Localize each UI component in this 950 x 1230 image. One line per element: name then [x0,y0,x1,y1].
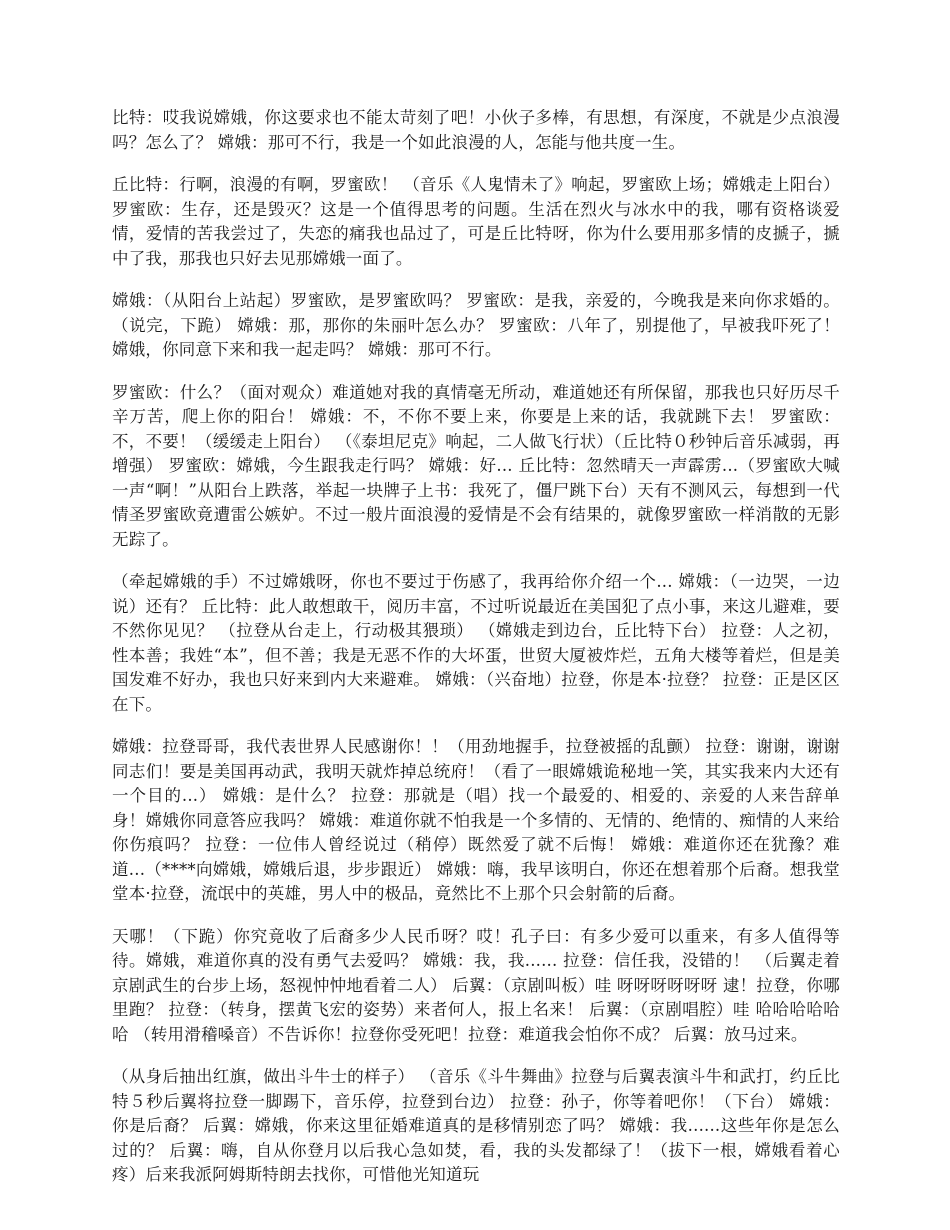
paragraph-5: （牵起嫦娥的手）不过嫦娥呀，你也不要过于伤感了，我再给你介绍一个... 嫦娥：（一边哭，一边说）还有？ 丘比特：此人敢想敢干，阅历丰富，不过听说最近在美国犯了点小事，来这儿避难，要不然你见见？ （拉登从台走上，行动极其猥琐） （嫦娥走到边台，丘比特下台） 拉登：人之初，性本善；我姓“本”，但不善；我是无恶不作的大坏蛋，世贸大厦被炸烂，五角大楼等着烂，但是美国发难不好办，我也只好来到内大来避难。 嫦娥：（兴奋地）拉登，你是本·拉登？ 拉登：正是区区在下。 [112,572,840,714]
paragraph-1: 比特：哎我说嫦娥，你这要求也不能太苛刻了吧！小伙子多棒，有思想，有深度，不就是少点浪漫吗？怎么了？ 嫦娥：那可不行，我是一个如此浪漫的人，怎能与他共度一生。 [112,108,840,152]
paragraph-4: 罗蜜欧：什么？（面对观众）难道她对我的真情毫无所动，难道她还有所保留，那我也只好历尽千辛万苦，爬上你的阳台！ 嫦娥：不，不你不要上来，你要是上来的话，我就跳下去！ 罗蜜欧：不，不要！（缓缓走上阳台） （《泰坦尼克》响起，二人做飞行状）（丘比特０秒钟后音乐减弱，再增强） 罗蜜欧：嫦娥，今生跟我走行吗？ 嫦娥：好... 丘比特：忽然晴天一声霹雳...（罗蜜欧大喊一声“啊！”从阳台上跌落，举起一块牌子上书：我死了，僵尸跳下台）天有不测风云，每想到一代情圣罗蜜欧竟遭雷公嫉妒。不过一般片面浪漫的爱情是不会有结果的，就像罗蜜欧一样消散的无影无踪了。 [112,382,840,549]
paragraph-2: 丘比特：行啊，浪漫的有啊，罗蜜欧！ （音乐《人鬼情未了》响起，罗蜜欧上场；嫦娥走上阳台） 罗蜜欧：生存，还是毁灭？这是一个值得思考的问题。生活在烈火与冰水中的我，哪有资格谈爱情，爱情的苦我尝过了，失恋的痛我也品过了，可是丘比特呀，你为什么要用那多情的皮搋子，搋中了我，那我也只好去见那嫦娥一面了。 [112,175,840,268]
paragraph-6: 嫦娥：拉登哥哥，我代表世界人民感谢你！！（用劲地握手，拉登被摇的乱颤） 拉登：谢谢，谢谢同志们！要是美国再动武，我明天就炸掉总统府！（看了一眼嫦娥诡秘地一笑，其实我来内大还有一个目的...） 嫦娥：是什么？ 拉登：那就是（唱）找一个最爱的、相爱的、亲爱的人来告辞单身！嫦娥你同意答应我吗？ 嫦娥：难道你就不怕我是一个多情的、无情的、绝情的、痴情的人来给你伤痕吗？ 拉登：一位伟人曾经说过（稍停）既然爱了就不后悔！ 嫦娥：难道你还在犹豫？难道...（****向嫦娥，嫦娥后退，步步跟近） 嫦娥：嗨，我早该明白，你还在想着那个后裔。想我堂堂本·拉登，流氓中的英雄，男人中的极品，竟然比不上那个只会射箭的后裔。 [112,737,840,903]
paragraph-3: 嫦娥：（从阳台上站起）罗蜜欧，是罗蜜欧吗？ 罗蜜欧：是我，亲爱的，今晚我是来向你求婚的。（说完，下跪） 嫦娥：那，那你的朱丽叶怎么办？ 罗蜜欧：八年了，别提他了，早被我吓死了！嫦娥，你同意下来和我一起走吗？ 嫦娥：那可不行。 [112,291,840,359]
document-page [112,106,840,1206]
paragraph-7: 天哪！（下跪）你究竟收了后裔多少人民币呀？哎！孔子曰：有多少爱可以重来，有多人值得等待。嫦娥，难道你真的没有勇气去爱吗？ 嫦娥：我，我...... 拉登：信任我，没错的！ （后翼走着京剧武生的台步上场，怒视忡忡地看着二人） 后翼：（京剧叫板）哇 呀呀呀呀呀呀 逮！拉登，你哪里跑？ 拉登：（转身，摆黄飞宏的姿势）来者何人，报上名来！ 后翼：（京剧唱腔）哇 哈哈哈哈哈哈 （转用滑稽嗓音）不告诉你！拉登你受死吧！拉登：难道我会怕你不成？ 后翼：放马过来。 [112,926,840,1044]
paragraph-8: （从身后抽出红旗，做出斗牛士的样子） （音乐《斗牛舞曲》拉登与后翼表演斗牛和武打，约丘比特５秒后翼将拉登一脚踢下，音乐停，拉登到台边） 拉登：孙子，你等着吧你！（下台） 嫦娥：你是后裔？ 后翼：嫦娥，你来这里征婚难道真的是移情别恋了吗？ 嫦娥：我......这些年你是怎么过的？ 后翼：嗨，自从你登月以后我心急如焚，看，我的头发都绿了！（拔下一根，嫦娥看着心疼）后来我派阿姆斯特朗去找你，可惜他光知道玩 [112,1067,840,1184]
